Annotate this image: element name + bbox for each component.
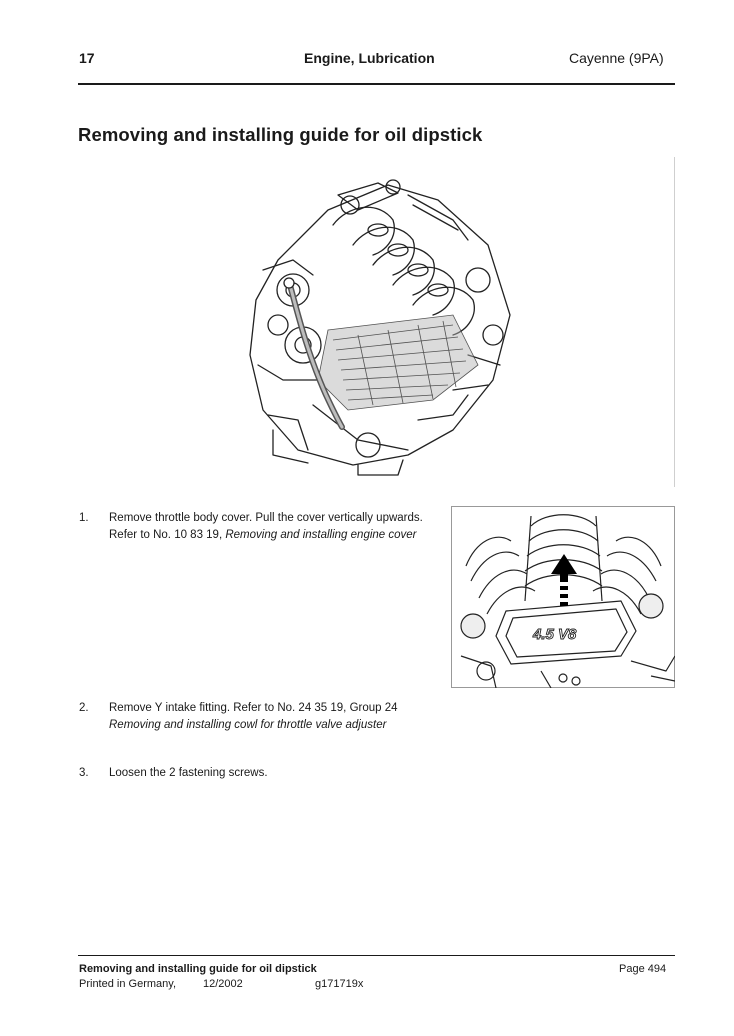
footer-divider bbox=[78, 955, 675, 956]
cross-reference-link[interactable]: Removing and installing cowl for throttle valve adjuster bbox=[109, 719, 387, 731]
instruction-step-1 bbox=[79, 510, 449, 570]
step-text: Remove throttle body cover. Pull the cover vertically upwards. Refer to No. 10 83 19, Removing and installing engine cover bbox=[109, 512, 423, 541]
figure-margin-line bbox=[674, 157, 675, 487]
step-text: Loosen the 2 fastening screws. bbox=[109, 767, 268, 779]
step-number: 1. bbox=[79, 512, 89, 524]
step-number: 2. bbox=[79, 702, 89, 714]
footer-printed: Printed in Germany, bbox=[79, 978, 177, 990]
footer-title: Removing and installing guide for oil dipstick bbox=[79, 963, 317, 975]
footer-date: 12/2002 bbox=[203, 978, 243, 990]
page-title: Removing and installing guide for oil dipstick bbox=[78, 124, 483, 145]
instruction-step-2 bbox=[79, 700, 449, 760]
page-number: Page 494 bbox=[619, 963, 667, 975]
footer-code: g171719x bbox=[315, 978, 364, 990]
engine-cover-label: 4.5 V8 bbox=[533, 626, 577, 643]
header-divider bbox=[78, 83, 675, 85]
cross-reference-link[interactable]: Removing and installing engine cover bbox=[225, 529, 417, 541]
step-text: Remove Y intake fitting. Refer to No. 24 35 19, Group 24 Removing and installing cowl for throttle valve adjuster bbox=[109, 702, 398, 731]
section-title: Engine, Lubrication bbox=[304, 50, 435, 66]
engine-line-drawing-icon bbox=[238, 165, 520, 480]
step-number: 3. bbox=[79, 767, 89, 779]
instruction-step-3 bbox=[79, 765, 449, 785]
section-number: 17 bbox=[79, 50, 95, 66]
engine-cover-drawing-icon bbox=[451, 506, 675, 688]
vehicle-model: Cayenne (9PA) bbox=[569, 50, 664, 66]
